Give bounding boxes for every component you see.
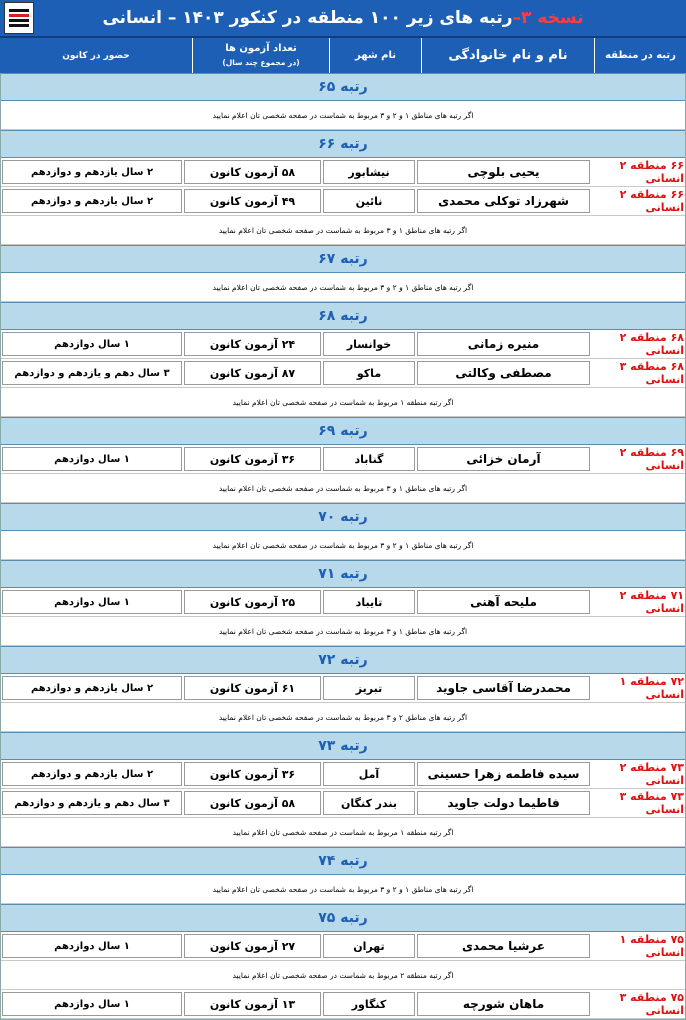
title-main: رتبه های زیر ۱۰۰ منطقه در کنکور ۱۴۰۳ – انسانی bbox=[102, 8, 513, 28]
name-cell: ملیحه آهنی bbox=[417, 590, 590, 614]
attendance-cell: ۳ سال دهم و یازدهم و دوازدهم bbox=[2, 361, 182, 385]
table-row bbox=[1, 789, 685, 818]
column-header-attend: حضور در کانون bbox=[62, 50, 130, 61]
exam-count-cell: ۲۵ آزمون کانون bbox=[184, 590, 321, 614]
name-cell: سیده فاطمه زهرا حسینی bbox=[417, 762, 590, 786]
table-row bbox=[1, 359, 685, 388]
section-header: رتبه ۷۱ bbox=[1, 560, 685, 588]
name-cell: مصطفی وکالتی bbox=[417, 361, 590, 385]
table-row bbox=[1, 158, 685, 187]
section-header: رتبه ۶۵ bbox=[1, 73, 685, 101]
section-header: رتبه ۷۴ bbox=[1, 847, 685, 875]
city-cell: بندر کنگان bbox=[323, 791, 415, 815]
section-note: اگر رتبه های مناطق ۱ و ۲ و ۳ مربوط به شماست در صفحه شخصی تان اعلام نمایید bbox=[1, 875, 685, 904]
exam-count-cell: ۸۷ آزمون کانون bbox=[184, 361, 321, 385]
table-row bbox=[1, 674, 685, 703]
exam-count-cell: ۵۸ آزمون کانون bbox=[184, 160, 321, 184]
column-header-rank: رتبه در منطقه bbox=[594, 38, 686, 73]
section-header: رتبه ۶۶ bbox=[1, 130, 685, 158]
column-header-count bbox=[192, 38, 329, 73]
rank-cell: ۶۹ منطقه ۲ انسانی bbox=[592, 447, 684, 471]
exam-count-cell: ۴۹ آزمون کانون bbox=[184, 189, 321, 213]
exam-count-cell: ۲۷ آزمون کانون bbox=[184, 934, 321, 958]
city-cell: نائین bbox=[323, 189, 415, 213]
name-cell: آرمان خزائی bbox=[417, 447, 590, 471]
column-header-name: نام و نام خانوادگی bbox=[421, 38, 594, 73]
name-cell: فاطیما دولت جاوید bbox=[417, 791, 590, 815]
name-cell: ماهان شورچه bbox=[417, 992, 590, 1016]
attendance-cell: ۳ سال دهم و یازدهم و دوازدهم bbox=[2, 791, 182, 815]
section-header: رتبه ۷۳ bbox=[1, 732, 685, 760]
attendance-cell: ۲ سال یازدهم و دوازدهم bbox=[2, 762, 182, 786]
rank-cell: ۷۵ منطقه ۳ انسانی bbox=[592, 992, 684, 1016]
column-header-count-sub: (در مجموع چند سال) bbox=[222, 57, 300, 67]
rank-cell: ۷۵ منطقه ۱ انسانی bbox=[592, 934, 684, 958]
attendance-cell: ۱ سال دوازدهم bbox=[2, 992, 182, 1016]
logo-icon bbox=[4, 2, 34, 34]
attendance-cell: ۲ سال یازدهم و دوازدهم bbox=[2, 189, 182, 213]
section-note: اگر رتبه های مناطق ۱ و ۳ مربوط به شماست در صفحه شخصی تان اعلام نمایید bbox=[1, 216, 685, 245]
section-note: اگر رتبه منطقه ۲ مربوط به شماست در صفحه شخصی تان اعلام نمایید bbox=[1, 961, 685, 990]
attendance-cell: ۱ سال دوازدهم bbox=[2, 590, 182, 614]
section-note: اگر رتبه های مناطق ۱ و ۳ مربوط به شماست در صفحه شخصی تان اعلام نمایید bbox=[1, 474, 685, 503]
table-row bbox=[1, 330, 685, 359]
column-header-count-label: تعداد آزمون ها bbox=[225, 42, 297, 54]
section-note: اگر رتبه های مناطق ۱ و ۲ و ۳ مربوط به شماست در صفحه شخصی تان اعلام نمایید bbox=[1, 273, 685, 302]
exam-count-cell: ۳۶ آزمون کانون bbox=[184, 762, 321, 786]
column-header-city: نام شهر bbox=[329, 38, 421, 73]
section-note: اگر رتبه های مناطق ۱ و ۳ مربوط به شماست در صفحه شخصی تان اعلام نمایید bbox=[1, 617, 685, 646]
table-row bbox=[1, 760, 685, 789]
attendance-cell: ۲ سال یازدهم و دوازدهم bbox=[2, 160, 182, 184]
name-cell: عرشیا محمدی bbox=[417, 934, 590, 958]
attendance-cell: ۱ سال دوازدهم bbox=[2, 332, 182, 356]
city-cell: آمل bbox=[323, 762, 415, 786]
section-header: رتبه ۷۲ bbox=[1, 646, 685, 674]
rank-cell: ۶۸ منطقه ۲ انسانی bbox=[592, 332, 684, 356]
section-note: اگر رتبه های مناطق ۲ و ۳ مربوط به شماست در صفحه شخصی تان اعلام نمایید bbox=[1, 703, 685, 732]
attendance-cell: ۱ سال دوازدهم bbox=[2, 934, 182, 958]
exam-count-cell: ۲۴ آزمون کانون bbox=[184, 332, 321, 356]
city-cell: گناباد bbox=[323, 447, 415, 471]
name-cell: یحیی بلوچی bbox=[417, 160, 590, 184]
section-note: اگر رتبه منطقه ۱ مربوط به شماست در صفحه شخصی تان اعلام نمایید bbox=[1, 388, 685, 417]
city-cell: خوانسار bbox=[323, 332, 415, 356]
rank-cell: ۷۲ منطقه ۱ انسانی bbox=[592, 676, 684, 700]
results-table bbox=[0, 73, 686, 1020]
name-cell: محمدرضا آقاسی جاوید bbox=[417, 676, 590, 700]
column-header-row bbox=[0, 38, 686, 73]
table-row bbox=[1, 990, 685, 1019]
section-note: اگر رتبه های مناطق ۱ و ۲ و ۳ مربوط به شماست در صفحه شخصی تان اعلام نمایید bbox=[1, 101, 685, 130]
city-cell: تهران bbox=[323, 934, 415, 958]
section-note: اگر رتبه های مناطق ۱ و ۲ و ۳ مربوط به شماست در صفحه شخصی تان اعلام نمایید bbox=[1, 531, 685, 560]
rank-cell: ۷۳ منطقه ۲ انسانی bbox=[592, 762, 684, 786]
table-row bbox=[1, 932, 685, 961]
exam-count-cell: ۳۶ آزمون کانون bbox=[184, 447, 321, 471]
table-row bbox=[1, 445, 685, 474]
exam-count-cell: ۵۸ آزمون کانون bbox=[184, 791, 321, 815]
name-cell: شهرزاد توکلی محمدی bbox=[417, 189, 590, 213]
section-header: رتبه ۶۸ bbox=[1, 302, 685, 330]
rank-cell: ۶۶ منطقه ۲ انسانی bbox=[592, 189, 684, 213]
section-header: رتبه ۶۹ bbox=[1, 417, 685, 445]
section-note: اگر رتبه منطقه ۱ مربوط به شماست در صفحه شخصی تان اعلام نمایید bbox=[1, 818, 685, 847]
rank-cell: ۷۱ منطقه ۲ انسانی bbox=[592, 590, 684, 614]
attendance-cell: ۱ سال دوازدهم bbox=[2, 447, 182, 471]
name-cell: منیره زمانی bbox=[417, 332, 590, 356]
section-header: رتبه ۶۷ bbox=[1, 245, 685, 273]
exam-count-cell: ۶۱ آزمون کانون bbox=[184, 676, 321, 700]
section-header: رتبه ۷۰ bbox=[1, 503, 685, 531]
rank-cell: ۷۳ منطقه ۳ انسانی bbox=[592, 791, 684, 815]
table-row bbox=[1, 187, 685, 216]
title-separator: – bbox=[512, 8, 521, 28]
rank-cell: ۶۶ منطقه ۲ انسانی bbox=[592, 160, 684, 184]
attendance-cell: ۲ سال یازدهم و دوازدهم bbox=[2, 676, 182, 700]
rank-cell: ۶۸ منطقه ۳ انسانی bbox=[592, 361, 684, 385]
city-cell: ماکو bbox=[323, 361, 415, 385]
title-prefix: نسخه ۳ bbox=[521, 8, 584, 28]
section-header: رتبه ۷۵ bbox=[1, 904, 685, 932]
table-row bbox=[1, 588, 685, 617]
city-cell: تایباد bbox=[323, 590, 415, 614]
city-cell: نیشابور bbox=[323, 160, 415, 184]
city-cell: کنگاور bbox=[323, 992, 415, 1016]
exam-count-cell: ۱۳ آزمون کانون bbox=[184, 992, 321, 1016]
page-title bbox=[0, 0, 686, 38]
city-cell: تبریز bbox=[323, 676, 415, 700]
